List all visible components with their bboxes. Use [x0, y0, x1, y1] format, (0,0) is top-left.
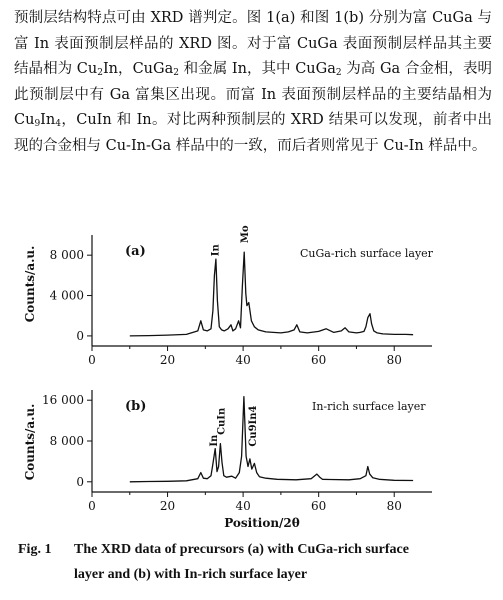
body-text-1: 预制层结构特点可由 XRD 谱判定。图 1(a) 和图 1(b) 分别为富 CuGa 与富 In 表面预制层样品的 XRD 图。对于富 CuGa 表面预制层样品其主要结晶相为 Cu [14, 10, 492, 77]
panel-a-x-tick-label: 0 [88, 353, 96, 367]
subscript-5: 4 [55, 119, 61, 129]
panel-b-label: (b) [125, 399, 147, 414]
panel-a-y-axis-label: Counts/a.u. [23, 245, 37, 323]
panel-b-y-tick-label: 16 000 [42, 393, 84, 408]
body-text-3: 和金属 In，其中 CuGa [178, 61, 336, 77]
panel-b-x-tick-label: 0 [88, 499, 96, 513]
subscript-4: 9 [34, 119, 41, 129]
body-text-6: ，CuIn 和 In。对比两种预制层的 XRD 结果可以发现，前者中出现的合金相与 Cu-In-Ga 样品中的一致，而后者则常见于 Cu-In 样品中。 [14, 112, 492, 154]
panel-a-y-tick-label: 4 000 [49, 288, 84, 303]
panel-b-x-tick-label: 60 [311, 499, 327, 513]
x-axis-label: Position/2θ [224, 516, 300, 530]
panel-a-x-tick-label: 40 [235, 353, 251, 367]
subscript-2: 2 [173, 68, 179, 78]
panel-b-x-tick-label: 20 [159, 499, 176, 513]
panel-b-x-tick-label: 80 [386, 499, 402, 513]
subscript-3: 2 [335, 68, 342, 78]
panel-b-x-tick-label: 40 [235, 499, 251, 513]
panel-b-y-tick-label: 8 000 [49, 434, 84, 448]
panel-a-x-tick-label: 60 [311, 353, 327, 367]
caption-line-1: The XRD data of precursors (a) with CuGa-rich surface [74, 542, 409, 557]
panel-a-xrd-curve [130, 252, 413, 336]
panel-a-note: CuGa-rich surface layer [300, 247, 433, 260]
figure-caption [18, 537, 488, 587]
panel-a-y-tick-label: 0 [76, 328, 84, 343]
body-text-2: In，CuGa [102, 61, 174, 77]
panel-b-note: In-rich surface layer [312, 400, 426, 413]
panel-a-label: (a) [125, 244, 146, 259]
panel-a-x-tick-label: 20 [159, 353, 176, 367]
panel-b-peak-label: CuIn [216, 407, 228, 435]
panel-b-y-axis-label: Counts/a.u. [23, 403, 37, 481]
body-text-4: 为高 Ga 合金相，表明此预制层中有 Ga 富集区出现。而富 In 表面预制层样品的主要结晶相为 Cu [14, 61, 492, 128]
panel-a-x-tick-label: 80 [386, 353, 402, 367]
panel-a-peak-label: Mo [240, 225, 251, 244]
panel-b-peak-label: In [209, 434, 221, 447]
caption-figure-number: Fig. 1 [18, 542, 52, 557]
panel-a-peak-label: In [210, 244, 222, 257]
panel-b-peak-label: Cu9In4 [247, 405, 259, 447]
body-text-5: In [40, 112, 56, 128]
caption-line-2: layer and (b) with In-rich surface layer [74, 567, 308, 582]
subscript-1: 2 [97, 68, 103, 78]
panel-a-y-tick-label: 8 000 [49, 248, 84, 263]
panel-b-y-tick-label: 0 [76, 474, 84, 489]
